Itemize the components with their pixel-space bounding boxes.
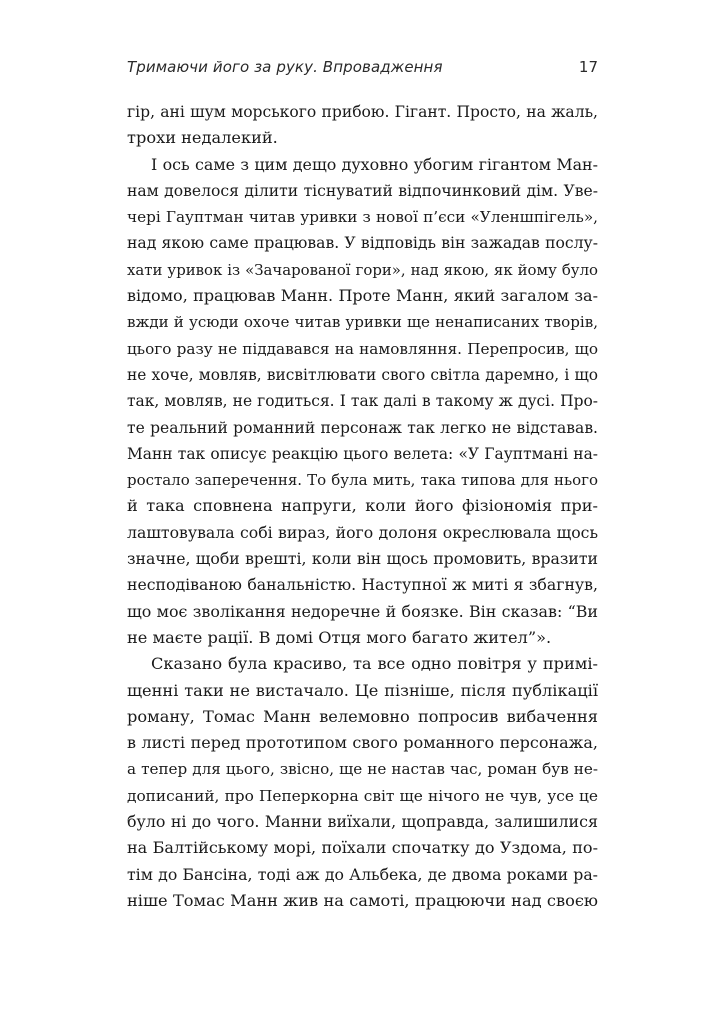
text-line: тім до Бансіна, тоді аж до Альбека, де двома роками ра- [127, 864, 598, 884]
text-line: в листі перед прототипом свого романного персонажа, [127, 733, 598, 753]
text-line: І ось саме з цим дещо духовно убогим гігантом Ман- [151, 154, 598, 174]
text-line: лаштовувала собі вираз, його долоня окреслювала щось [127, 522, 598, 542]
text-line: цього разу не піддавався на намовляння. Перепросив, що [127, 339, 598, 358]
text-line: було ні до чого. Манни виїхали, щоправда, залишилися [127, 812, 598, 832]
text-line: Манн так описує реакцію цього велета: «У Гауптмані на- [127, 444, 598, 463]
text-line: чері Гауптман читав уривки з нової п’єси «Уленшпігель», [127, 208, 598, 227]
text-line: дописаний, про Пеперкорна світ ще нічого не чув, усе це [127, 786, 598, 805]
text-line: хати уривок із «Зачарованої гори», над якою, як йому було [127, 260, 598, 279]
text-line: не хоче, мовляв, висвітлювати свого світла даремно, і що [127, 365, 598, 384]
text-line: а тепер для цього, звісно, ще не настав час, роман був не- [127, 760, 598, 779]
text-line: несподіваною банальністю. Наступної ж миті я збагнув, [127, 575, 598, 595]
text-line: на Балтійському морі, поїхали спочатку до Уздома, по- [127, 838, 598, 858]
paragraph [127, 99, 598, 152]
text-line: ростало заперечення. То була мить, така типова для нього [127, 471, 598, 490]
text-line: Сказано була красиво, та все одно повітря у примі- [151, 654, 598, 674]
paragraph [127, 152, 598, 652]
running-header: Тримаючи його за руку. Впровадження [127, 58, 443, 76]
text-line: роману, Томас Манн велемовно попросив вибачення [127, 706, 598, 726]
text-line: ніше Томас Манн жив на самоті, працюючи над своєю [127, 890, 598, 910]
text-line: щенні таки не вистачало. Це пізніше, після публікації [127, 680, 598, 700]
text-line: відомо, працював Манн. Проте Манн, який загалом за- [127, 286, 598, 306]
text-line: не маєте рації. В домі Отця мого багато жител”». [127, 627, 552, 647]
text-line: що моє зволікання недоречне й боязке. Він сказав: “Ви [127, 601, 598, 621]
text-line: значне, щоби врешті, коли він щось промовить, вразити [127, 549, 598, 569]
text-line: й така сповнена напруги, коли його фізіономія при- [127, 496, 598, 516]
text-line: так, мовляв, не годиться. І так далі в такому ж дусі. Про- [127, 392, 598, 411]
text-line: гір, ані шум морського прибою. Гігант. Просто, на жаль, [127, 103, 598, 121]
text-line: трохи недалекий. [127, 128, 278, 148]
text-line: те реальний романний персонаж так легко не відставав. [127, 418, 598, 437]
page-number: 17 [578, 58, 598, 76]
body-text [127, 99, 598, 914]
paragraph [127, 651, 598, 914]
text-line: над якою саме працював. У відповідь він зажадав послу- [127, 234, 598, 253]
text-line: вжди й усюди охоче читав уривки ще ненаписаних творів, [127, 313, 598, 332]
text-line: нам довелося ділити тіснуватий відпочинковий дім. Уве- [127, 181, 598, 200]
